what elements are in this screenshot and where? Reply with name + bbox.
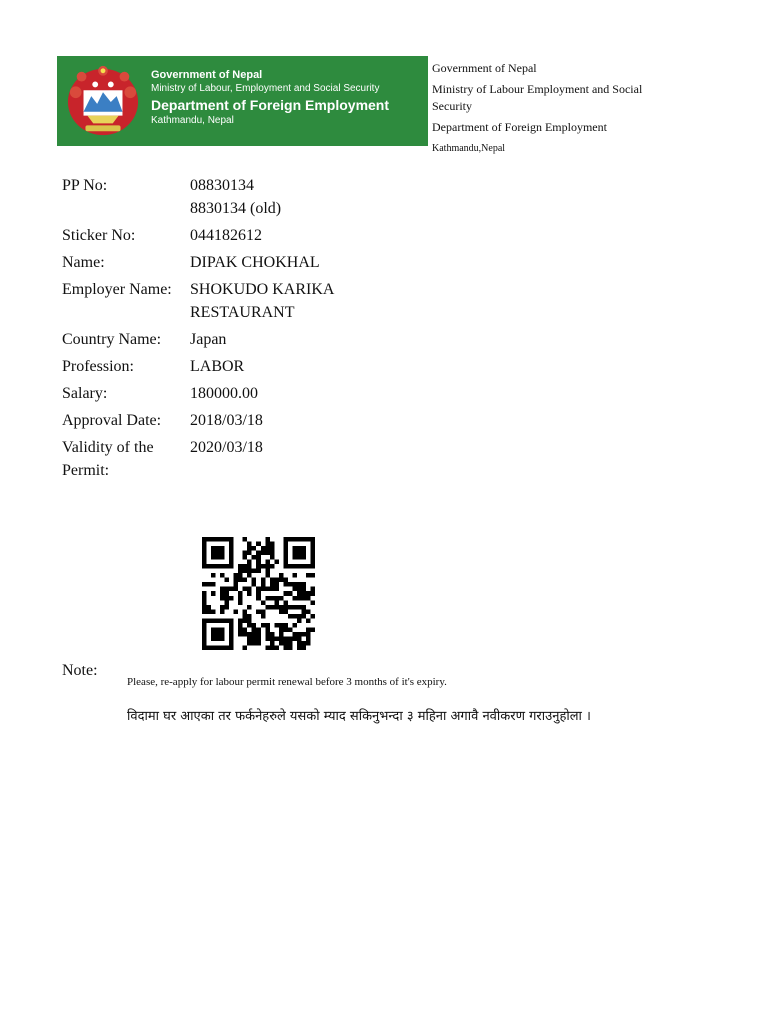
field-label: Employer Name: [62, 281, 172, 298]
banner-government: Government of Nepal [151, 69, 263, 81]
note-nepali: विदामा घर आएका तर फर्कनेहरुले यसको म्याद सकिनुभन्दा ३ महिना अगावै नवीकरण गराउनुहोला । [127, 709, 591, 724]
field-value: DIPAK CHOKHAL [190, 254, 320, 271]
field-sticker-no [62, 224, 440, 247]
field-label: Sticker No: [62, 227, 136, 244]
field-label: Validity of the Permit: [62, 439, 154, 479]
field-value: 044182612 [190, 227, 262, 244]
field-name [62, 251, 440, 274]
field-salary [62, 382, 440, 405]
banner-location: Kathmandu, Nepal [151, 115, 234, 126]
field-value: 2020/03/18 [190, 439, 263, 456]
permit-fields [62, 174, 440, 486]
field-value: SHOKUDO KARIKA RESTAURANT [190, 281, 334, 321]
header-department: Department of Foreign Employment [432, 120, 607, 134]
qr-code-icon [202, 536, 315, 651]
field-label: Name: [62, 254, 105, 271]
note-english: Please, re-apply for labour permit renewal before 3 months of it's expiry. [127, 676, 447, 688]
field-value: 2018/03/18 [190, 412, 263, 429]
field-value: Japan [190, 331, 227, 348]
header-government: Government of Nepal [432, 61, 537, 75]
field-label: Country Name: [62, 331, 162, 348]
field-label: Profession: [62, 358, 134, 375]
banner-text [151, 68, 389, 128]
dofe-banner [57, 56, 428, 146]
pp-no-old-value: 8830134 (old) [190, 200, 282, 217]
field-value: 180000.00 [190, 385, 258, 402]
note-label: Note: [62, 662, 98, 679]
field-value [190, 174, 440, 220]
field-label: PP No: [62, 177, 108, 194]
header-address [432, 60, 682, 161]
banner-ministry: Ministry of Labour, Employment and Social Security [151, 83, 380, 94]
field-validity [62, 436, 440, 482]
field-label: Approval Date: [62, 412, 162, 429]
header-ministry: Ministry of Labour Employment and Social Security [432, 82, 643, 113]
banner-department: Department of Foreign Employment [151, 97, 390, 113]
field-country-name [62, 328, 440, 351]
field-employer-name [62, 278, 440, 324]
field-value: LABOR [190, 358, 245, 375]
field-label: Salary: [62, 385, 108, 402]
field-pp-no [62, 174, 440, 220]
nepal-emblem-icon [64, 63, 142, 139]
field-approval-date [62, 409, 440, 432]
header-location: Kathmandu,Nepal [432, 143, 506, 154]
pp-no-value: 08830134 [190, 177, 254, 194]
field-profession [62, 355, 440, 378]
